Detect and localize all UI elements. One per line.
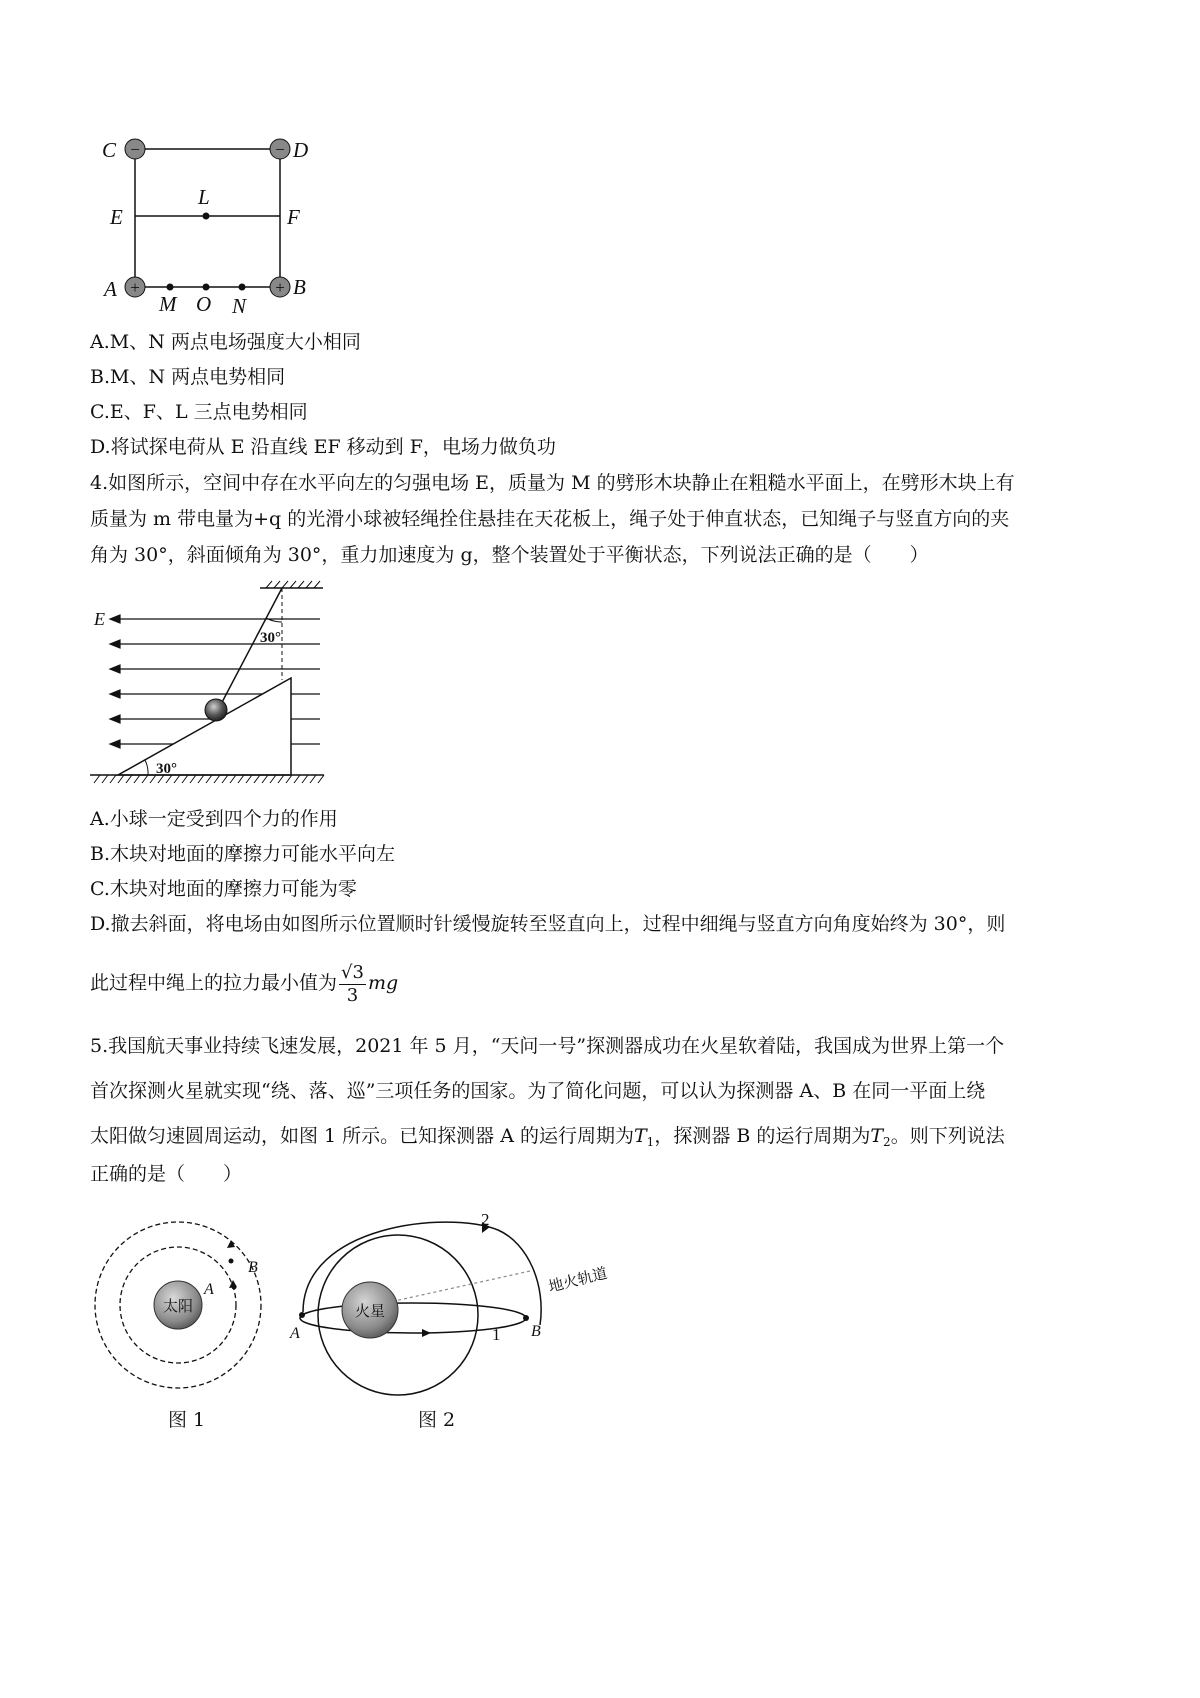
- fraction-denominator: 3: [346, 984, 359, 1006]
- label-F: F: [287, 205, 300, 229]
- option-d-tail-suffix: mg: [367, 972, 399, 994]
- rope-angle-label: 30°: [260, 630, 281, 646]
- minus-sign-D: −: [275, 140, 285, 159]
- option-d-tail-prefix: 此过程中绳上的拉力最小值为: [90, 972, 338, 994]
- q5-stem-line-3: [90, 1122, 1005, 1156]
- label-N: N: [232, 294, 247, 318]
- point-M: [167, 284, 174, 291]
- label-L: L: [198, 185, 210, 209]
- orbit-1-label: 1: [492, 1325, 501, 1344]
- label-M: M: [159, 292, 177, 316]
- q3-option-b: B.M、N 两点电势相同: [90, 366, 286, 388]
- label-A: A: [104, 277, 117, 301]
- q4-option-c: C.木块对地面的摩擦力可能为零: [90, 878, 357, 900]
- period-T2: T: [870, 1125, 884, 1147]
- q4-stem-line-3: 角为 30°，斜面倾角为 30°，重力加速度为 g，整个装置处于平衡状态，下列说法正确的是（ ）: [90, 544, 929, 566]
- fraction-numerator: √3: [341, 961, 364, 983]
- incline-angle-label: 30°: [156, 761, 177, 777]
- q3-option-d: D.将试探电荷从 E 沿直线 EF 移动到 F，电场力做负功: [90, 436, 556, 458]
- q3-charge-square-figure: [95, 130, 335, 320]
- label-C: C: [102, 138, 117, 162]
- q4-stem-line-2: 质量为 m 带电量为+q 的光滑小球被轻绳拴住悬挂在天花板上，绳子处于伸直状态，已知绳子与竖直方向的夹: [90, 508, 1010, 530]
- q4-stem-line-1: 4.如图所示，空间中存在水平向左的匀强电场 E，质量为 M 的劈形木块静止在粗糙水平面上，在劈形木块上有: [90, 472, 1015, 494]
- label-A: A: [204, 1281, 214, 1298]
- label-E: E: [110, 205, 123, 229]
- point-L: [203, 213, 210, 220]
- label-B: B: [248, 1259, 258, 1276]
- q4-option-d-tail: [90, 958, 398, 1008]
- mars-label: 火星: [354, 1304, 386, 1320]
- fraction-sqrt3-over-3: [339, 962, 366, 1007]
- transfer-orbit-label: 地火轨道: [547, 1265, 610, 1296]
- period-T1: T: [633, 1125, 647, 1147]
- q5-line3-part-a: 太阳做匀速圆周运动，如图 1 所示。已知探测器 A 的运行周期为: [90, 1125, 634, 1147]
- q4-option-a: A.小球一定受到四个力的作用: [90, 808, 338, 830]
- ball: [205, 699, 227, 721]
- plus-sign-B: +: [275, 278, 285, 297]
- q4-wedge-ball-figure: [88, 580, 338, 790]
- q5-line3-part-c: 。则下列说法: [890, 1125, 1005, 1147]
- figure-2-caption: 图 2: [418, 1409, 456, 1431]
- plus-sign-A: +: [130, 278, 140, 297]
- field-label-E: E: [94, 609, 105, 629]
- q4-option-b: B.木块对地面的摩擦力可能水平向左: [90, 843, 396, 865]
- point-A: [299, 1312, 305, 1318]
- label-B: B: [531, 1323, 541, 1340]
- q5-stem-line-1: 5.我国航天事业持续飞速发展，2021 年 5 月，“天问一号”探测器成功在火星软着陆，我国成为世界上第一个: [90, 1035, 1005, 1057]
- minus-sign-C: −: [130, 140, 140, 159]
- label-D: D: [293, 138, 309, 162]
- point-O: [203, 284, 210, 291]
- label-B: B: [293, 275, 306, 299]
- point-B: [523, 1315, 529, 1321]
- q5-figure-2-mars-orbits: [288, 1205, 638, 1400]
- q5-line3-part-b: ，探测器 B 的运行周期为: [654, 1125, 871, 1147]
- figure-1-caption: 图 1: [168, 1409, 206, 1431]
- q4-option-d: D.撤去斜面，将电场由如图所示位置顺时针缓慢旋转至竖直向上，过程中细绳与竖直方向角度始终为 30°，则: [90, 913, 1006, 935]
- q3-option-a: A.M、N 两点电场强度大小相同: [90, 331, 361, 353]
- q5-stem-line-2: 首次探测火星就实现“绕、落、巡”三项任务的国家。为了简化问题，可以认为探测器 A、B 在同一平面上绕: [90, 1080, 986, 1102]
- q3-option-c: C.E、F、L 三点电势相同: [90, 401, 308, 423]
- label-O: O: [196, 292, 212, 316]
- period-T2-subscript: 2: [883, 1135, 891, 1149]
- period-T1-subscript: 1: [646, 1135, 655, 1149]
- probe-B: [229, 1259, 234, 1264]
- wedge: [118, 678, 291, 775]
- q5-stem-line-4: 正确的是（ ）: [90, 1163, 243, 1185]
- sun-label: 太阳: [162, 1299, 194, 1315]
- point-N: [239, 284, 246, 291]
- orbit-2-label: 2: [481, 1210, 490, 1229]
- label-A: A: [290, 1325, 300, 1342]
- q5-figure-1-orbits: [90, 1210, 280, 1400]
